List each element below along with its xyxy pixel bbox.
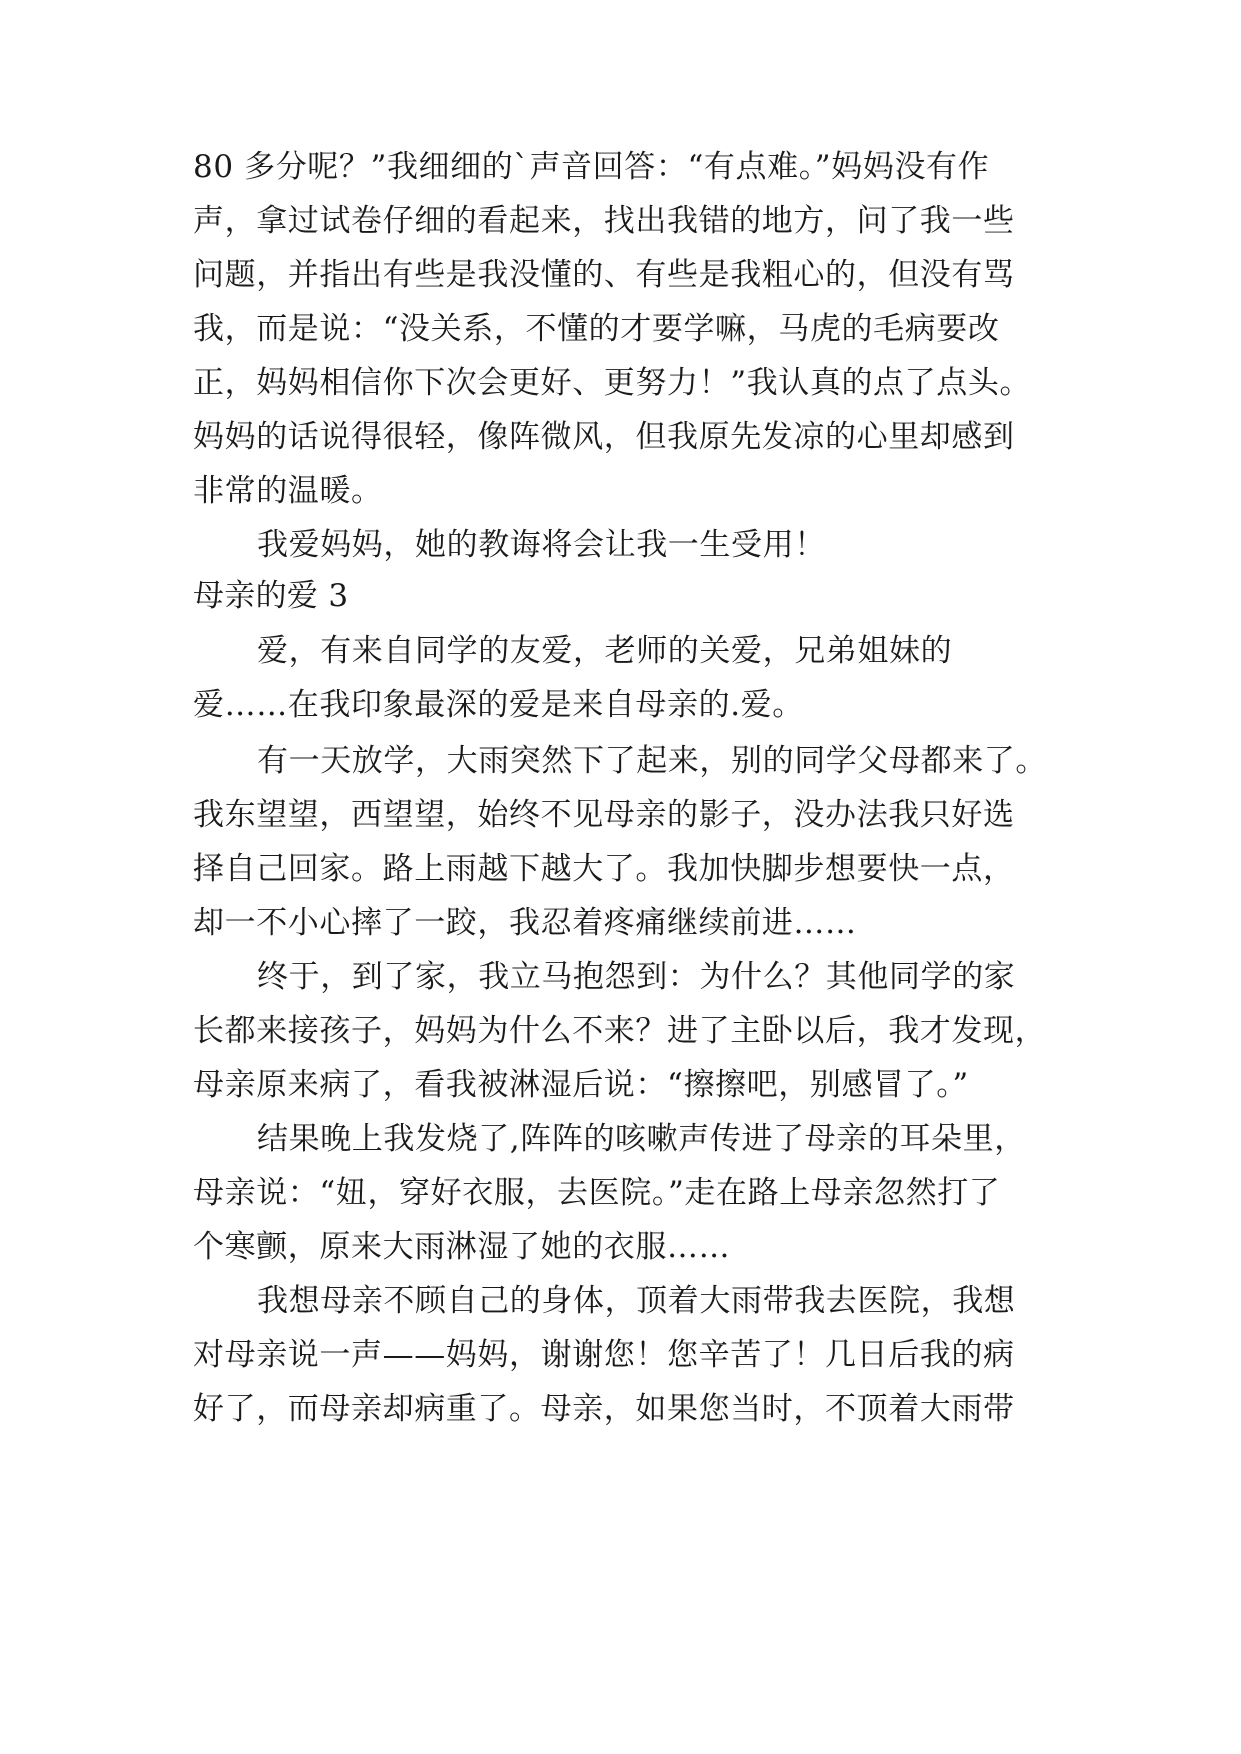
text-line: 对母亲说一声——妈妈，谢谢您！您辛苦了！几日后我的病 [193, 1337, 1015, 1373]
text-line: 有一天放学，大雨突然下了起来，别的同学父母都来了。 [257, 743, 1047, 779]
text-line: 却一不小心摔了一跤，我忍着疼痛继续前进…… [193, 905, 857, 941]
section-title: 母亲的爱 3 [193, 578, 349, 614]
text-line: 非常的温暖。 [193, 473, 383, 509]
text-line: 我东望望，西望望，始终不见母亲的影子，没办法我只好选 [193, 797, 1015, 833]
text-line: 正，妈妈相信你下次会更好、更努力！”我认真的点了点头。 [193, 365, 1032, 401]
text-line: 问题，并指出有些是我没懂的、有些是我粗心的，但没有骂 [193, 257, 1015, 293]
text-line: 声，拿过试卷仔细的看起来，找出我错的地方，问了我一些 [193, 203, 1015, 239]
text-line: 好了，而母亲却病重了。母亲，如果您当时，不顶着大雨带 [193, 1391, 1015, 1427]
text-line: 母亲原来病了，看我被淋湿后说：“擦擦吧，别感冒了。” [193, 1067, 969, 1103]
text-line: 爱……在我印象最深的爱是来自母亲的.爱。 [193, 687, 804, 723]
text-line: 个寒颤，原来大雨淋湿了她的衣服…… [193, 1229, 731, 1265]
text-line: 爱，有来自同学的友爱，老师的关爱，兄弟姐妹的 [257, 633, 953, 669]
text-line: 我想母亲不顾自己的身体，顶着大雨带我去医院，我想 [257, 1283, 1016, 1319]
text-line: 择自己回家。路上雨越下越大了。我加快脚步想要快一点， [193, 851, 1015, 887]
text-line: 80 多分呢？”我细细的`声音回答：“有点难。”妈妈没有作 [193, 149, 990, 185]
text-line: 我，而是说：“没关系，不懂的才要学嘛，马虎的毛病要改 [193, 311, 1000, 347]
text-line: 结果晚上我发烧了,阵阵的咳嗽声传进了母亲的耳朵里， [257, 1121, 1026, 1157]
text-line: 妈妈的话说得很轻，像阵微风，但我原先发凉的心里却感到 [193, 419, 1015, 455]
text-line: 长都来接孩子，妈妈为什么不来？进了主卧以后，我才发现， [193, 1013, 1047, 1049]
text-line: 母亲说：“妞，穿好衣服，去医院。”走在路上母亲忽然打了 [193, 1175, 1001, 1211]
text-line: 终于，到了家，我立马抱怨到：为什么？其他同学的家 [257, 959, 1016, 995]
text-line: 我爱妈妈，她的教诲将会让我一生受用！ [257, 527, 826, 563]
